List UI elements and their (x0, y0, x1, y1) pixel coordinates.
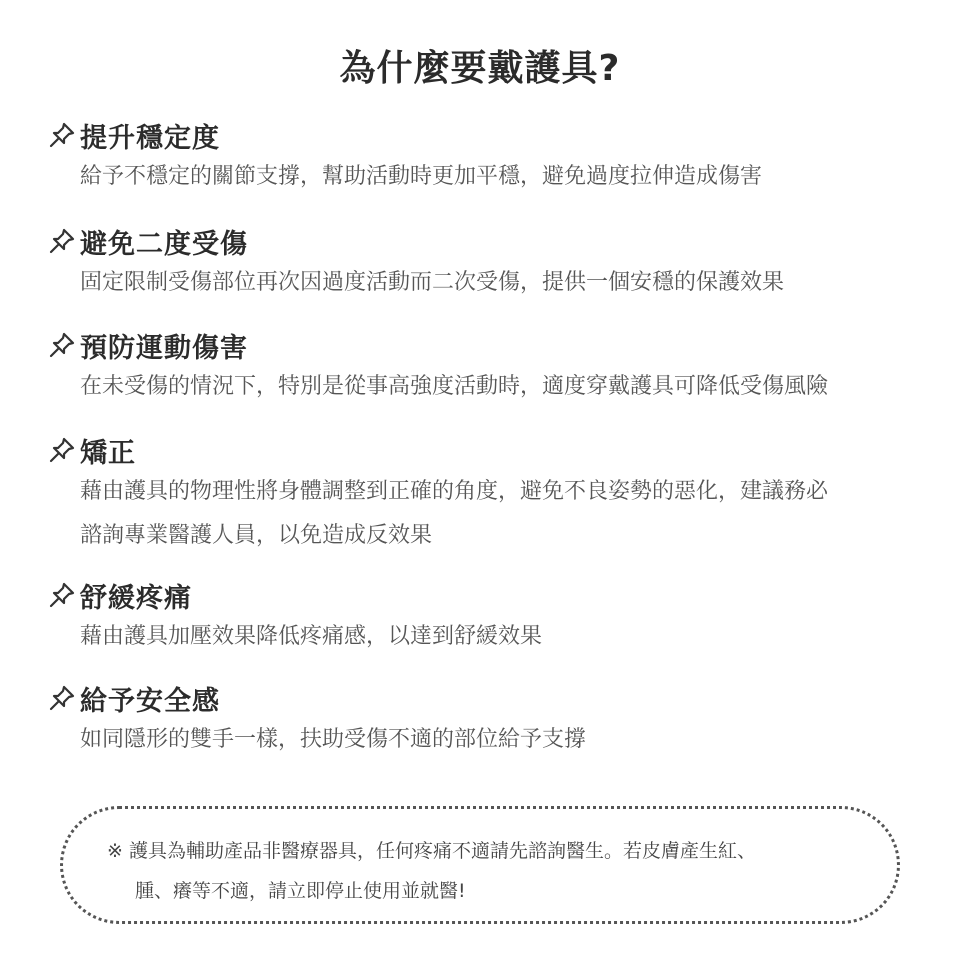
pushpin-icon (48, 121, 76, 149)
section-heading-text: 避免二度受傷 (80, 228, 248, 260)
section-heading-text: 預防運動傷害 (80, 332, 248, 364)
section-prevention (48, 325, 948, 409)
disclaimer-text (107, 831, 867, 911)
section-security (48, 678, 948, 762)
section-heading (48, 325, 948, 365)
section-reinjury (48, 221, 948, 305)
pushpin-icon (48, 227, 76, 255)
section-description: 固定限制受傷部位再次因過度活動而二次受傷，提供一個安穩的保護效果 (80, 270, 785, 295)
section-heading (48, 678, 948, 718)
page-title: 為什麼要戴護具? (339, 48, 621, 89)
disclaimer-line-1: ※ 護具為輔助產品非醫療器具，任何疼痛不適請先諮詢醫生。若皮膚產生紅、 (107, 840, 756, 862)
section-description: 如同隱形的雙手一樣，扶助受傷不適的部位給予支撐 (80, 727, 587, 752)
section-correction (48, 430, 948, 558)
section-stability (48, 115, 948, 199)
section-description: 藉由護具加壓效果降低疼痛感，以達到舒緩效果 (80, 624, 543, 649)
section-pain-relief (48, 575, 948, 659)
section-heading (48, 221, 948, 261)
section-heading (48, 575, 948, 615)
section-heading-text: 舒緩疼痛 (80, 582, 192, 614)
pushpin-icon (48, 436, 76, 464)
pushpin-icon (48, 684, 76, 712)
disclaimer-box (60, 806, 900, 924)
section-description: 在未受傷的情況下，特別是從事高強度活動時，適度穿戴護具可降低受傷風險 (80, 374, 829, 399)
disclaimer-line-2: 腫、癢等不適，請立即停止使用並就醫! (135, 880, 466, 902)
section-heading-text: 給予安全感 (80, 685, 220, 717)
section-description-line-1: 藉由護具的物理性將身體調整到正確的角度，避免不良姿勢的惡化，建議務必 (80, 479, 829, 504)
pushpin-icon (48, 581, 76, 609)
section-heading-text: 矯正 (80, 437, 136, 469)
section-heading (48, 115, 948, 155)
section-heading (48, 430, 948, 470)
section-heading-text: 提升穩定度 (80, 122, 220, 154)
pushpin-icon (48, 331, 76, 359)
section-description-line-2: 諮詢專業醫護人員，以免造成反效果 (80, 523, 433, 548)
section-description: 給予不穩定的關節支撐，幫助活動時更加平穩，避免過度拉伸造成傷害 (80, 164, 763, 189)
